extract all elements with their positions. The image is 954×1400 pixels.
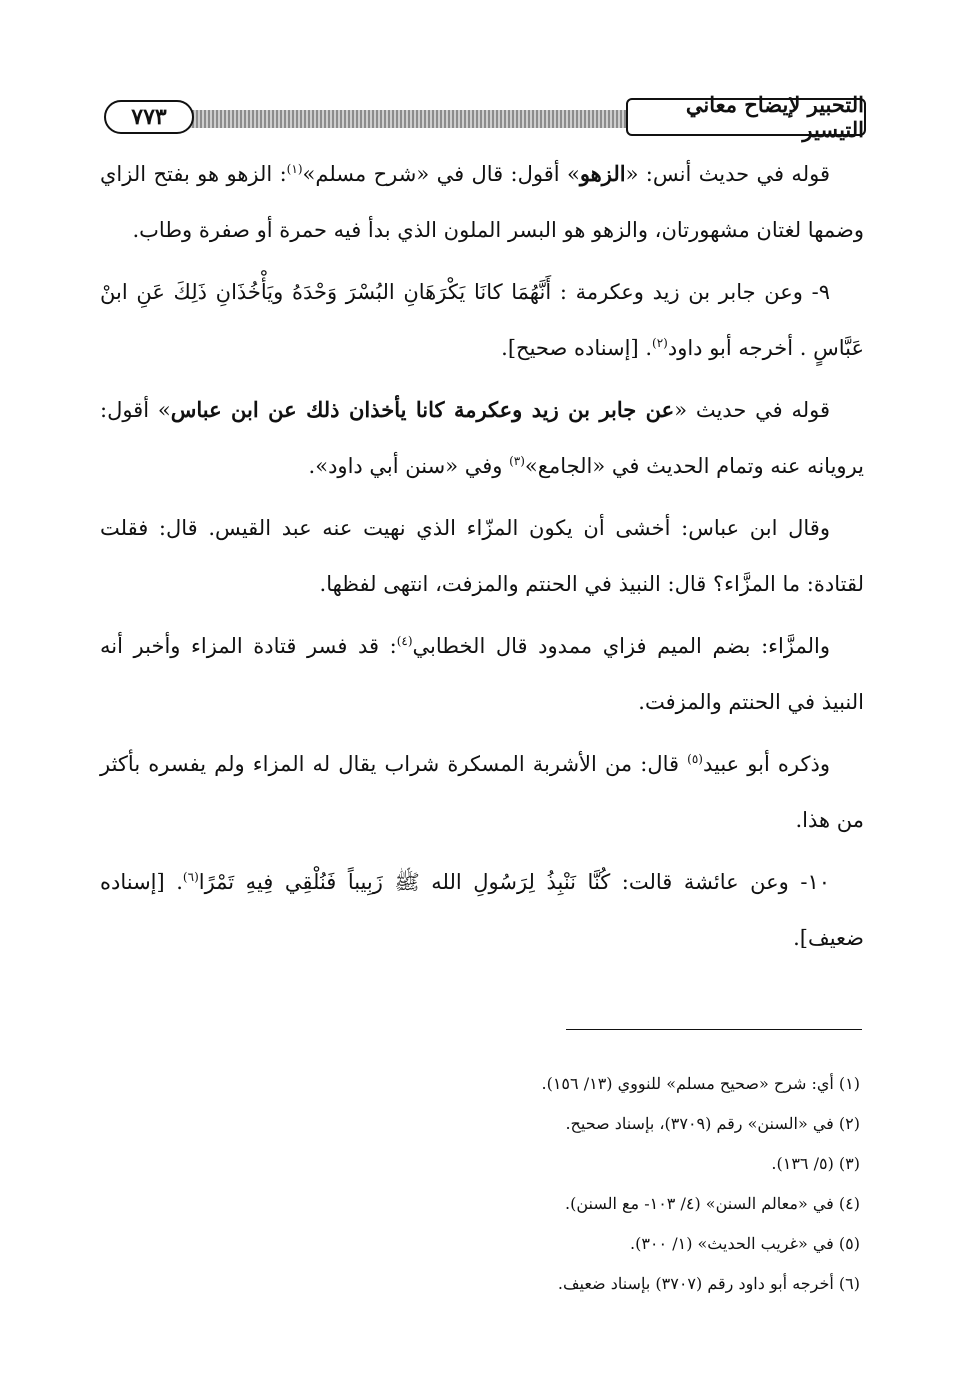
footnote-ref: (٣) (509, 454, 525, 468)
footnote: (١) أي: شرح «صحيح مسلم» للنووي (١٣/ ١٥٦). (541, 1074, 860, 1093)
book-title: التحبير لإيضاح معاني التيسير (626, 98, 866, 136)
paragraph: ٩- وعن جابر بن زيد وعكرمة : أَنَّهُمَا كانَا يَكْرَهَانِ البُسْرَ وَحْدَهُ ويَأْخُذَانِ ذَلِكَ عَنِ ابنْ عَبَّاسٍ . أخرجه أبو داود$^{(٢)}$. [إسناده صحيح]. (100, 280, 864, 360)
header-decorative-bar (188, 110, 626, 128)
main-text (100, 146, 864, 972)
footnote-ref: (٢) (652, 336, 668, 350)
footnote-ref: (٥) (687, 752, 703, 766)
footnote: (٦) أخرجه أبو داود رقم (٣٧٠٧) بإسناد ضعيف. (557, 1274, 860, 1293)
page-header (98, 92, 866, 142)
page-number: ٧٧٣ (104, 100, 194, 134)
footnote-divider (566, 1029, 862, 1030)
footnote-ref: (١) (286, 162, 303, 176)
footnote: (٥) في «غريب الحديث» (١/ ٣٠٠). (630, 1234, 860, 1253)
footnotes (160, 1064, 860, 1304)
footnote: (٣) (٥/ ١٣٦). (771, 1154, 860, 1173)
paragraph: قوله في حديث «عن جابر بن زيد وعكرمة كانا يأخذان ذلك عن ابن عباس» أقول: يرويانه عنه وتمام الحديث في «الجامع»$^{(٣)}$ وفي «سنن أبي داود». (100, 397, 864, 478)
paragraph: وقال ابن عباس: أخشى أن يكون المزّاء الذي نهيت عنه عبد القيس. قال: فقلت لقتادة: ما المزَّاء؟ قال: النبيذ في الحنتم والمزفت، انتهى لفظها. (100, 516, 864, 596)
footnote: (٢) في «السنن» رقم (٣٧٠٩)، بإسناد صحيح. (565, 1114, 860, 1133)
paragraph: وذكره أبو عبيد$^{(٥)}$ قال: من الأشربة المسكرة شراب يقال له المزاء ولم يفسره بأكثر من هذا. (100, 752, 864, 832)
footnote-ref: (٦) (182, 870, 199, 884)
paragraph: والمزَّاء: بضم الميم فزاي ممدود قال الخطابي$^{(٤)}$: قد فسر قتادة المزاء وأخبر أنه النبيذ في الحنتم والمزفت. (100, 634, 864, 714)
footnote: (٤) في «معالم السنن» (٤/ ١٠٣- مع السنن). (565, 1194, 860, 1213)
footnote-ref: (٤) (396, 634, 413, 648)
paragraph: قوله في حديث أنس: «الزهو» أقول: قال في «شرح مسلم»$^{(١)}$: الزهو هو بفتح الزاي وضمها لغتان مشهورتان، والزهو هو البسر الملون الذي بدأ فيه حمرة أو صفرة وطاب. (100, 161, 864, 242)
paragraph: ١٠- وعن عائشة قالت: كُنَّا نَنْبِذُ لِرَسُولِ الله ﷺ زَبِيباً فَنُلْقِي فِيهِ تَمْرًا$^{(٦)}$. [إسناده ضعيف]. (100, 870, 864, 950)
